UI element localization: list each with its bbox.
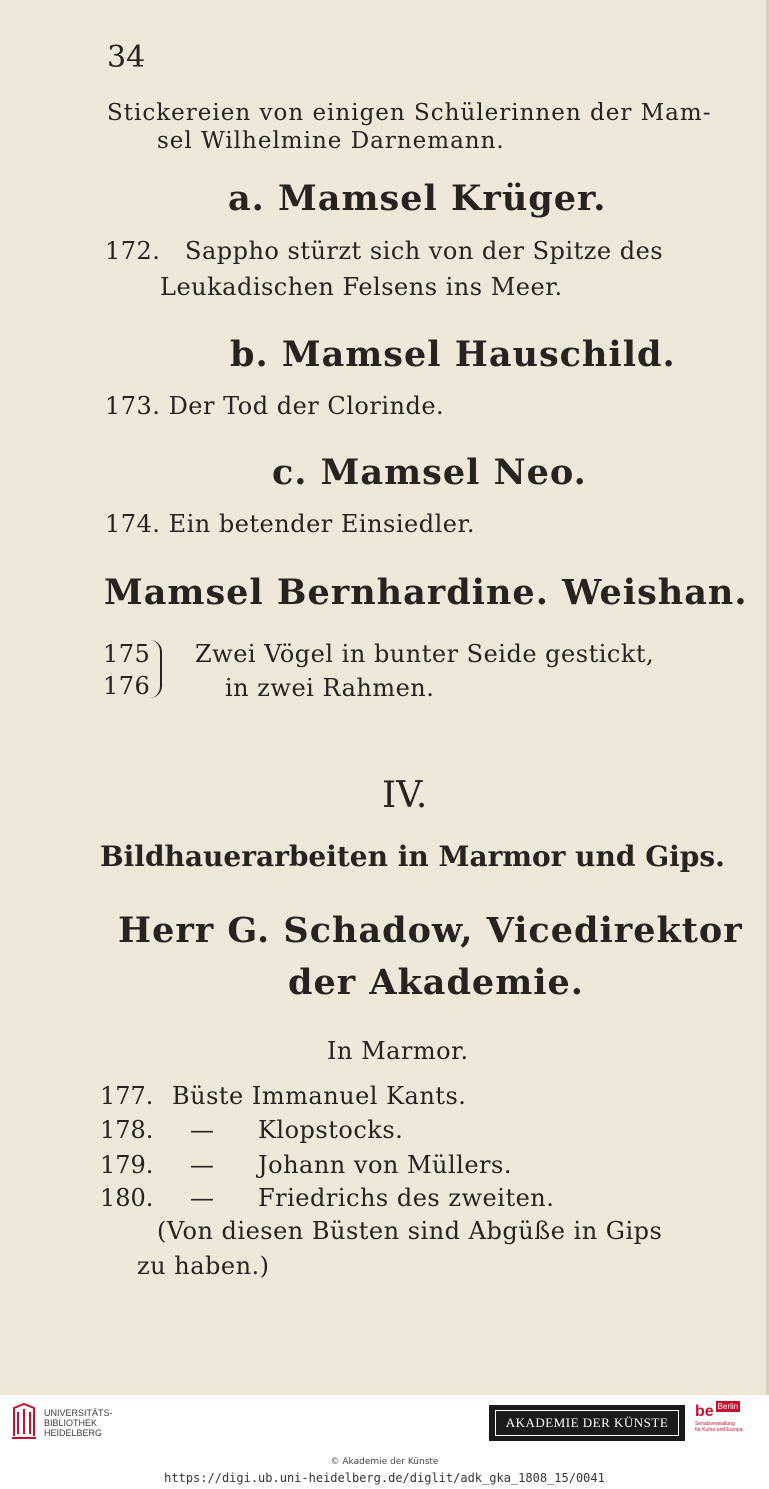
copyright-notice: © Akademie der Künste xyxy=(330,1457,439,1467)
berlin-senate-logo xyxy=(695,1401,759,1441)
library-line: BIBLIOTHEK xyxy=(44,1418,98,1428)
item-175-number: 175 xyxy=(103,640,151,668)
library-line: HEIDELBERG xyxy=(44,1428,103,1438)
university-library-logo-icon xyxy=(10,1402,38,1440)
item-text: Büste Immanuel Kants. xyxy=(172,1082,467,1110)
intro-line-1: Stickereien von einigen Schülerinnen der Mam- xyxy=(107,100,712,126)
item-175-176-line-2: in zwei Rahmen. xyxy=(225,674,435,702)
item-174: 174. Ein betender Einsiedler. xyxy=(105,510,475,538)
berlin-subtitle-1: Senatsverwaltung xyxy=(695,1421,735,1427)
berlin-subtitle-2: für Kultur und Europa xyxy=(695,1427,743,1433)
section-b-heading: b. Mamsel Hauschild. xyxy=(230,334,676,375)
grouping-brace xyxy=(150,640,162,698)
section-a-heading: a. Mamsel Krüger. xyxy=(228,178,607,219)
academy-logo xyxy=(489,1405,685,1441)
section-c-heading: c. Mamsel Neo. xyxy=(272,452,587,493)
berlin-mark: be xyxy=(695,1403,714,1420)
item-text: Klopstocks. xyxy=(258,1116,404,1144)
academy-logo-text: AKADEMIE DER KÜNSTE xyxy=(495,1410,680,1436)
item-175-176-line-1: Zwei Vögel in bunter Seide gestickt, xyxy=(195,640,655,668)
item-173: 173. Der Tod der Clorinde. xyxy=(105,392,445,420)
library-line: UNIVERSITÄTS- xyxy=(44,1408,113,1418)
ditto-dash: — xyxy=(190,1151,214,1179)
part-numeral: IV. xyxy=(382,775,428,816)
item-172-line-1: Sappho stürzt sich von der Spitze des xyxy=(185,237,664,265)
item-number: 177. xyxy=(100,1082,154,1110)
berlin-tag: Berlin xyxy=(717,1402,739,1411)
page-number: 34 xyxy=(107,40,146,75)
item-number: 179. xyxy=(100,1151,154,1179)
subhead: In Marmor. xyxy=(327,1037,469,1065)
artist-line-1: Herr G. Schadow, Vicedirektor xyxy=(118,910,743,951)
intro-line-2: sel Wilhelmine Darnemann. xyxy=(157,128,505,154)
ditto-dash: — xyxy=(190,1184,214,1212)
item-172-line-2: Leukadischen Felsens ins Meer. xyxy=(160,273,563,301)
artist-line-2: der Akademie. xyxy=(288,962,584,1003)
ditto-dash: — xyxy=(190,1116,214,1144)
note-line-1: (Von diesen Büsten sind Abgüße in Gips xyxy=(157,1217,663,1245)
item-text: Friedrichs des zweiten. xyxy=(258,1184,555,1212)
item-number: 180. xyxy=(100,1184,154,1212)
item-number: 178. xyxy=(100,1116,154,1144)
source-url-link[interactable]: https://digi.ub.uni-heidelberg.de/diglit/adk_gka_1808_15/0041 xyxy=(164,1471,605,1485)
section-d-heading: Mamsel Bernhardine. Weishan. xyxy=(104,572,748,613)
part-title: Bildhauerarbeiten in Marmor und Gips. xyxy=(100,840,725,873)
item-text: Johann von Müllers. xyxy=(258,1151,512,1179)
item-172-number: 172. xyxy=(105,237,161,265)
item-176-number: 176 xyxy=(103,672,151,700)
note-line-2: zu haben.) xyxy=(137,1252,270,1280)
university-library-name xyxy=(44,1408,113,1438)
